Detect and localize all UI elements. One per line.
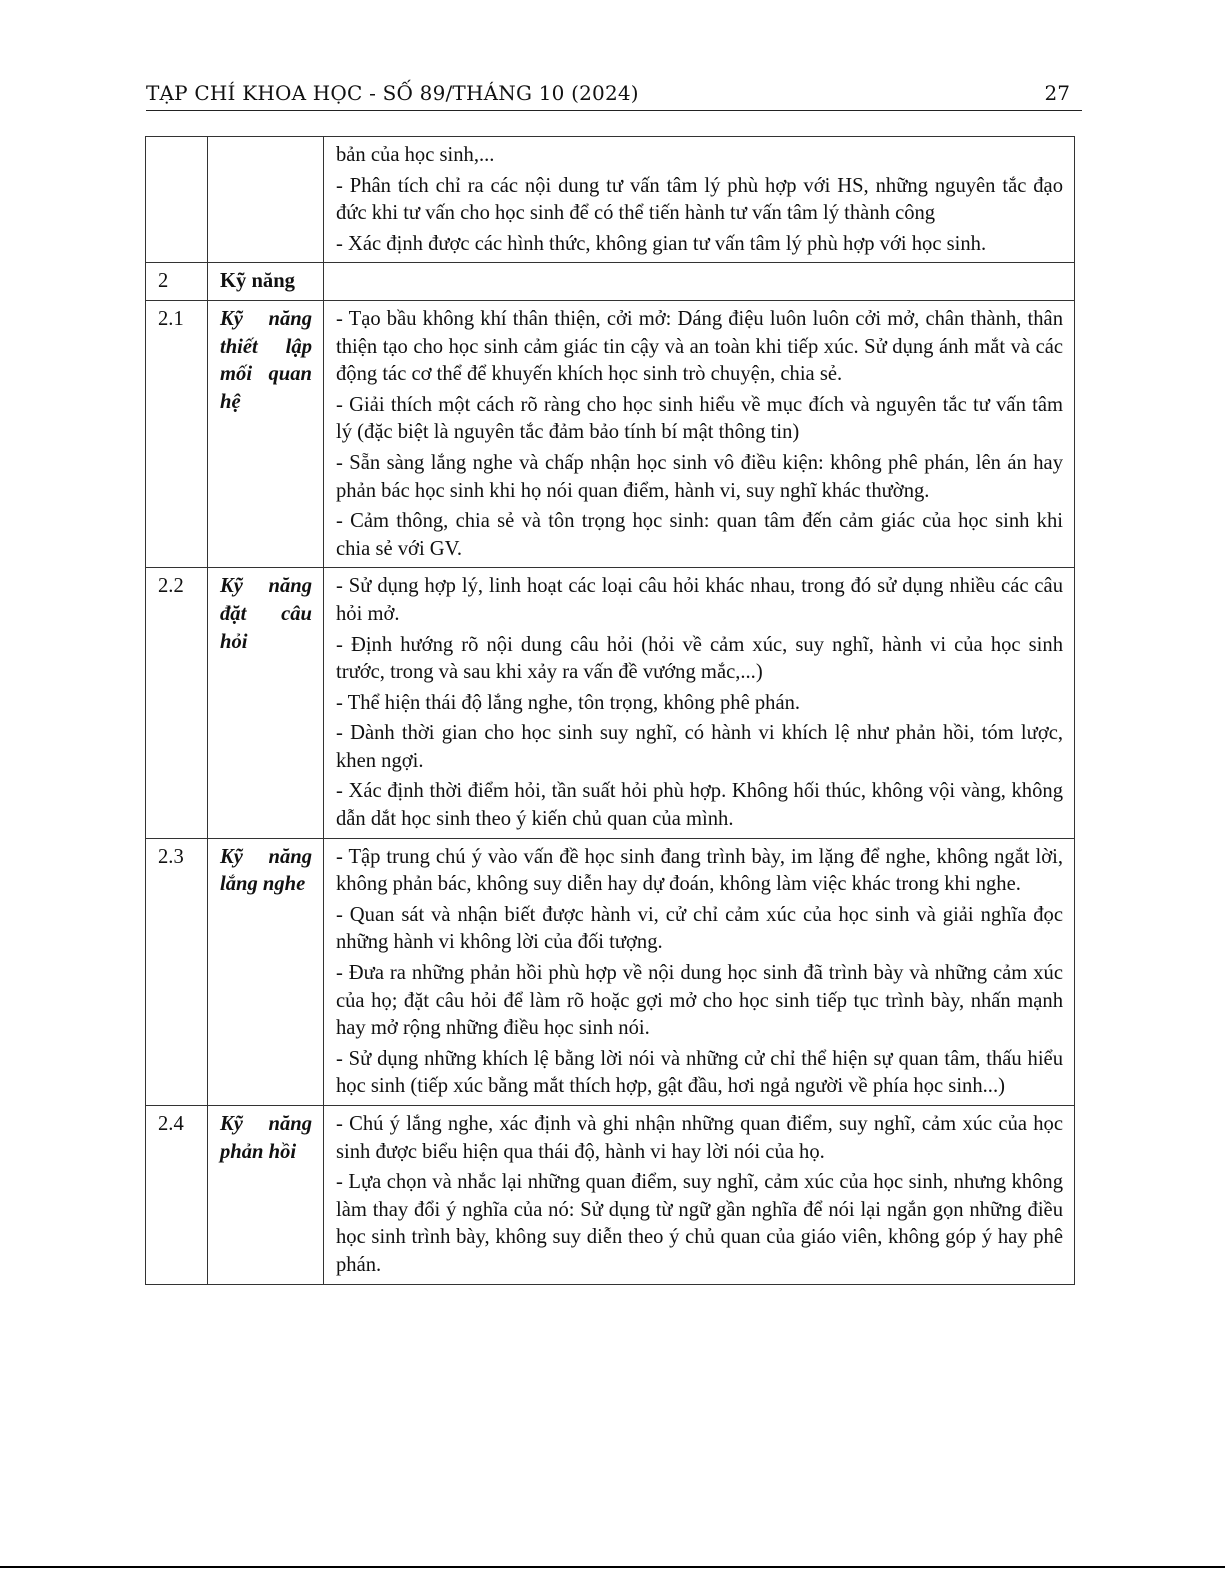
description-item: - Tạo bầu không khí thân thiện, cởi mở: Dáng điệu luôn luôn cởi mở, chân thành, thân thiện tạo cho học sinh cảm giác tin cậy và an toàn khi tiếp xúc. Sử dụng ánh mắt và các động tác cơ thể để khuyến khích học sinh trò chuyện, chia sẻ. [336,307,1063,386]
row-number: 2.1 [146,300,208,567]
row-title-text: Kỹ năng đặt câu hỏi [220,575,312,653]
row-title [208,300,324,567]
description-item: - Thể hiện thái độ lắng nghe, tôn trọng, không phê phán. [336,691,801,714]
description-item: - Phân tích chỉ ra các nội dung tư vấn tâm lý phù hợp với HS, những nguyên tắc đạo đức khi tư vấn cho học sinh để có thể tiến hành tư vấn tâm lý thành công [336,174,1063,225]
row-title-text: Kỹ năng [220,270,295,293]
row-number: 2.2 [146,568,208,838]
table-row [146,568,1075,838]
row-number [146,137,208,263]
table-row [146,137,1075,263]
table-row [146,263,1075,301]
row-title [208,1106,324,1285]
description-item: - Giải thích một cách rõ ràng cho học sinh hiểu về mục đích và nguyên tắc tư vấn tâm lý (đặc biệt là nguyên tắc đảm bảo tính bí mật thông tin) [336,393,1063,444]
description-item: - Đưa ra những phản hồi phù hợp về nội dung học sinh đã trình bày và những cảm xúc của họ; đặt câu hỏi để làm rõ hoặc gợi mở cho học sinh tiếp tục trình bày, nhấn mạnh hay mở rộng những điều học sinh nói. [336,962,1063,1040]
page-number: 27 [1044,81,1070,105]
row-number: 2.4 [146,1106,208,1285]
row-number: 2 [146,263,208,301]
description-item: - Sử dụng những khích lệ bằng lời nói và những cử chỉ thể hiện sự quan tâm, thấu hiểu học sinh (tiếp xúc bằng mắt thích hợp, gật đầu, hơi ngả người về phía học sinh...) [336,1047,1063,1098]
row-title-text: Kỹ năng phản hồi [220,1113,312,1163]
description-item: - Cảm thông, chia sẻ và tôn trọng học sinh: quan tâm đến cảm giác của học sinh khi chia sẻ với GV. [336,510,1063,560]
description-item: bản của học sinh,... [336,144,495,166]
row-title [208,137,324,263]
row-title [208,263,324,301]
description-item: - Định hướng rõ nội dung câu hỏi (hỏi về cảm xúc, suy nghĩ, hành vi của học sinh trước, trong và sau khi xảy ra vấn đề vướng mắc,...) [336,633,1063,684]
row-title [208,568,324,838]
row-description [324,838,1075,1105]
row-title-text: Kỹ năng lắng nghe [220,845,312,896]
description-item: - Xác định thời điểm hỏi, tần suất hỏi phù hợp. Không hối thúc, không vội vàng, không dẫn dắt học sinh theo ý kiến chủ quan của mình. [336,780,1063,831]
journal-title: TẠP CHÍ KHOA HỌC - SỐ 89/THÁNG 10 (2024) [146,81,639,105]
page-bottom-rule [0,1566,1225,1568]
description-item: - Lựa chọn và nhắc lại những quan điểm, suy nghĩ, cảm xúc của học sinh, nhưng không làm thay đổi ý nghĩa của nó: Sử dụng từ ngữ gần nghĩa để nói lại ngắn gọn những điều học sinh trình bày, không suy diễn theo ý chủ quan của giáo viên, không góp ý hay phê phán. [336,1171,1063,1276]
table-row [146,300,1075,567]
row-title [208,838,324,1105]
row-description [324,137,1075,263]
row-description [324,1106,1075,1285]
row-description [324,300,1075,567]
description-item: - Chú ý lắng nghe, xác định và ghi nhận những quan điểm, suy nghĩ, cảm xúc của học sinh được biểu hiện qua thái độ, hành vi hay lời nói của họ. [336,1113,1063,1163]
description-item: - Dành thời gian cho học sinh suy nghĩ, có hành vi khích lệ như phản hồi, tóm lược, khen ngợi. [336,722,1063,772]
description-item: - Tập trung chú ý vào vấn đề học sinh đang trình bày, im lặng để nghe, không ngắt lời, không phản bác, không suy diễn hay dự đoán, không làm việc khác trong khi nghe. [336,845,1063,896]
description-item: - Sẵn sàng lắng nghe và chấp nhận học sinh vô điều kiện: không phê phán, lên án hay phản bác học sinh khi họ nói quan điểm, hành vi, suy nghĩ khác thường. [336,451,1063,502]
table-row [146,1106,1075,1285]
running-header [146,80,1082,111]
description-item: - Sử dụng hợp lý, linh hoạt các loại câu hỏi khác nhau, trong đó sử dụng nhiều các câu hỏi mở. [336,575,1063,625]
description-item: - Xác định được các hình thức, không gian tư vấn tâm lý phù hợp với học sinh. [336,232,987,255]
description-item: - Quan sát và nhận biết được hành vi, cử chỉ cảm xúc của học sinh và giải nghĩa đọc những hành vi không lời của đối tượng. [336,903,1063,954]
row-title-text: Kỹ năng thiết lập mối quan hệ [220,307,312,413]
row-description [324,568,1075,838]
table-row [146,838,1075,1105]
row-number: 2.3 [146,838,208,1105]
row-description [324,263,1075,301]
competency-table [145,136,1075,1285]
